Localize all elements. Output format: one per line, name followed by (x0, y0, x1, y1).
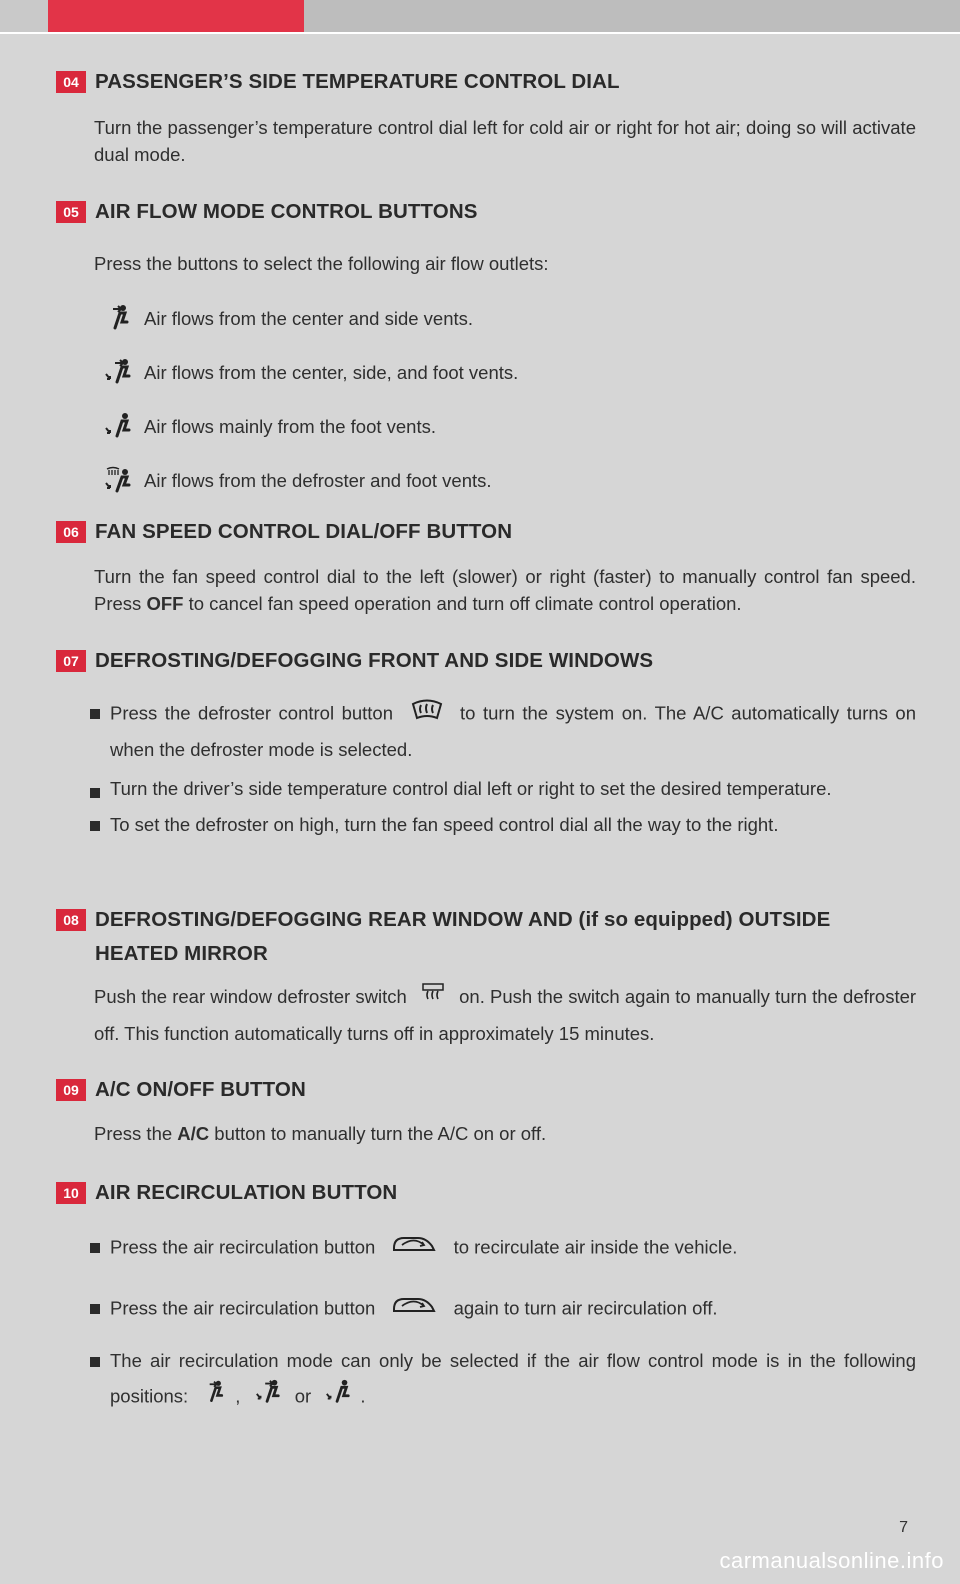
section-title: A/C ON/OFF BUTTON (95, 1078, 306, 1101)
section-number-badge: 10 (56, 1182, 86, 1204)
page-number: 7 (899, 1519, 908, 1536)
rear-defroster-icon (420, 980, 446, 1016)
ac-label: A/C (177, 1123, 210, 1144)
list-item: Press the air recirculation button again to turn air recirculation off. (84, 1291, 916, 1328)
section-09 (56, 1078, 916, 1147)
section-text: Turn the passenger’s temperature control dial left for cold air or right for hot air; doing so will activate dual mode. (94, 117, 916, 165)
foot-vent-icon (100, 410, 136, 442)
airflow-option-text: Air flows from the defroster and foot vents. (144, 469, 492, 491)
section-title: AIR FLOW MODE CONTROL BUTTONS (95, 200, 478, 223)
section-number-badge: 04 (56, 71, 86, 93)
section-number-badge: 09 (56, 1079, 86, 1101)
section-07 (56, 649, 916, 842)
bi-level-vent-icon (100, 356, 136, 388)
section-text: Push the rear window defroster switch on. Push the switch again to manually turn the defroster off. This function automatically turns off in approximately 15 minutes. (94, 979, 916, 1052)
section-number-badge: 07 (56, 650, 86, 672)
section-title: PASSENGER’S SIDE TEMPERATURE CONTROL DIAL (95, 70, 620, 93)
section-intro: Press the buttons to select the following air flow outlets: (94, 253, 549, 274)
face-vent-icon (201, 1378, 227, 1417)
recirculation-icon (388, 1291, 440, 1328)
airflow-option (100, 291, 916, 345)
airflow-option (100, 453, 916, 507)
top-bar-red-segment (48, 0, 304, 32)
section-number-badge: 05 (56, 201, 86, 223)
airflow-option-text: Air flows from the center, side, and foot vents. (144, 361, 519, 383)
airflow-option (100, 345, 916, 399)
face-vent-icon (100, 302, 136, 334)
foot-vent-icon (324, 1378, 352, 1417)
section-05 (56, 200, 916, 507)
top-bar-grey-segment (304, 0, 960, 32)
section-title: DEFROSTING/DEFOGGING FRONT AND SIDE WINDOWS (95, 649, 654, 672)
section-title: AIR RECIRCULATION BUTTON (95, 1181, 398, 1204)
airflow-option-text: Air flows mainly from the foot vents. (144, 415, 436, 437)
section-10 (56, 1181, 916, 1417)
recirculation-icon (388, 1230, 440, 1267)
section-text: Turn the fan speed control dial to the left (slower) or right (faster) to manually control fan speed. Press OFF to cancel fan speed operation and turn off climate control operation. (94, 566, 916, 614)
section-08 (56, 908, 916, 1052)
defrost-foot-vent-icon (100, 464, 136, 496)
watermark: carmanualsonline.info (719, 1548, 944, 1573)
list-item: The air recirculation mode can only be selected if the air flow control mode is in the following positions: , or . (84, 1344, 916, 1417)
list-item: Turn the driver’s side temperature control dial left or right to set the desired temperature. (84, 775, 916, 802)
airflow-option (100, 399, 916, 453)
section-04 (56, 70, 916, 168)
airflow-option-text: Air flows from the center and side vents. (144, 307, 474, 329)
front-defroster-icon (409, 696, 445, 733)
section-number-badge: 06 (56, 521, 86, 543)
section-text: Press the A/C button to manually turn the A/C on or off. (94, 1123, 547, 1144)
list-item: To set the defroster on high, turn the fan speed control dial all the way to the right. (84, 808, 916, 842)
top-color-bar (0, 0, 960, 34)
list-item: Press the defroster control button to turn the system on. The A/C automatically turns on when the defroster mode is selected. (84, 696, 916, 767)
section-title: FAN SPEED CONTROL DIAL/OFF BUTTON (95, 520, 513, 543)
bi-level-vent-icon (254, 1378, 282, 1417)
off-label: OFF (146, 593, 184, 614)
section-title: DEFROSTING/DEFOGGING REAR WINDOW AND (if so equipped) OUTSIDE HEATED MIRROR (95, 908, 831, 965)
list-item: Press the air recirculation button to recirculate air inside the vehicle. (84, 1230, 916, 1267)
section-06 (56, 520, 916, 617)
top-bar-divider (0, 32, 960, 34)
section-number-badge: 08 (56, 909, 86, 931)
